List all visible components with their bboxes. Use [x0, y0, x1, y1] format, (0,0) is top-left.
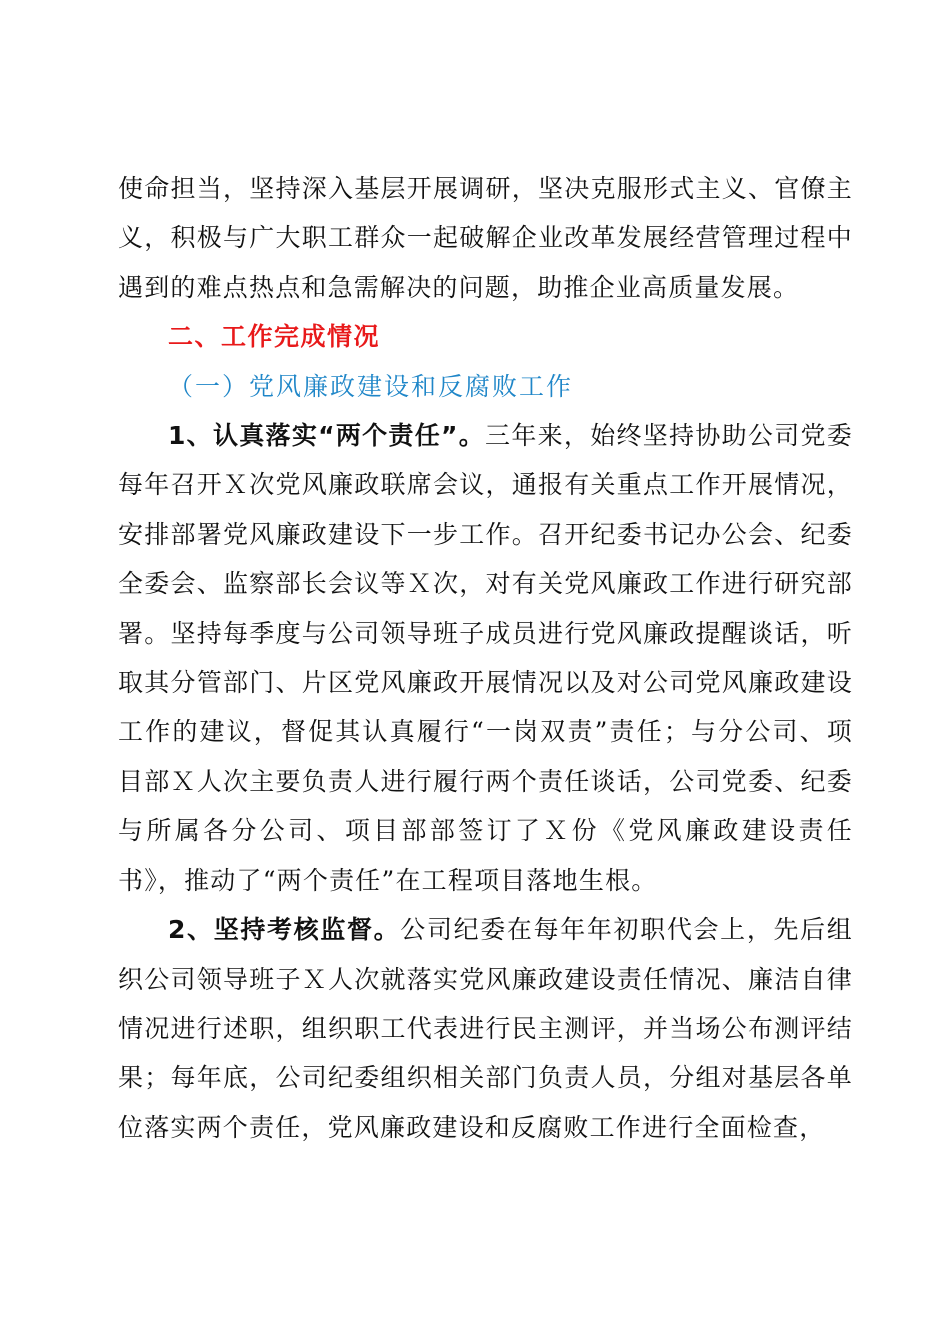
item-2-body: 公司纪委在每年年初职代会上，先后组织公司领导班子Ｘ人次就落实党风廉政建设责任情况、廉洁自律情况进行述职，组织职工代表进行民主测评，并当场公布测评结果；每年底，公司纪委组织相关部门负责人员，分组对基层各单位落实两个责任，党风廉政建设和反腐败工作进行全面检查，: [118, 915, 853, 1142]
section-heading: 二、工作完成情况: [168, 322, 381, 352]
paragraph-item-1: [118, 411, 853, 905]
subsection-heading: （一）党风廉政建设和反腐败工作: [168, 371, 574, 401]
item-1-lead: 1、认真落实“两个责任”。: [168, 421, 486, 451]
document-body: [118, 164, 853, 1152]
paragraph-continued: 使命担当，坚持深入基层开展调研，坚决克服形式主义、官僚主义，积极与广大职工群众一起破解企业改革发展经营管理过程中遇到的难点热点和急需解决的问题，助推企业高质量发展。: [118, 174, 853, 302]
item-2-lead: 2、坚持考核监督。: [168, 915, 401, 945]
item-1-body: 三年来，始终坚持协助公司党委每年召开Ｘ次党风廉政联席会议，通报有关重点工作开展情况，安排部署党风廉政建设下一步工作。召开纪委书记办公会、纪委全委会、监察部长会议等Ｘ次，对有关党风廉政工作进行研究部署。坚持每季度与公司领导班子成员进行党风廉政提醒谈话，听取其分管部门、片区党风廉政开展情况以及对公司党风廉政建设工作的建议，督促其认真履行“一岗双责”责任；与分公司、项目部Ｘ人次主要负责人进行履行两个责任谈话，公司党委、纪委与所属各分公司、项目部部签订了Ｘ份《党风廉政建设责任书》，推动了“两个责任”在工程项目落地生根。: [118, 421, 853, 895]
paragraph-item-2: [118, 905, 853, 1152]
